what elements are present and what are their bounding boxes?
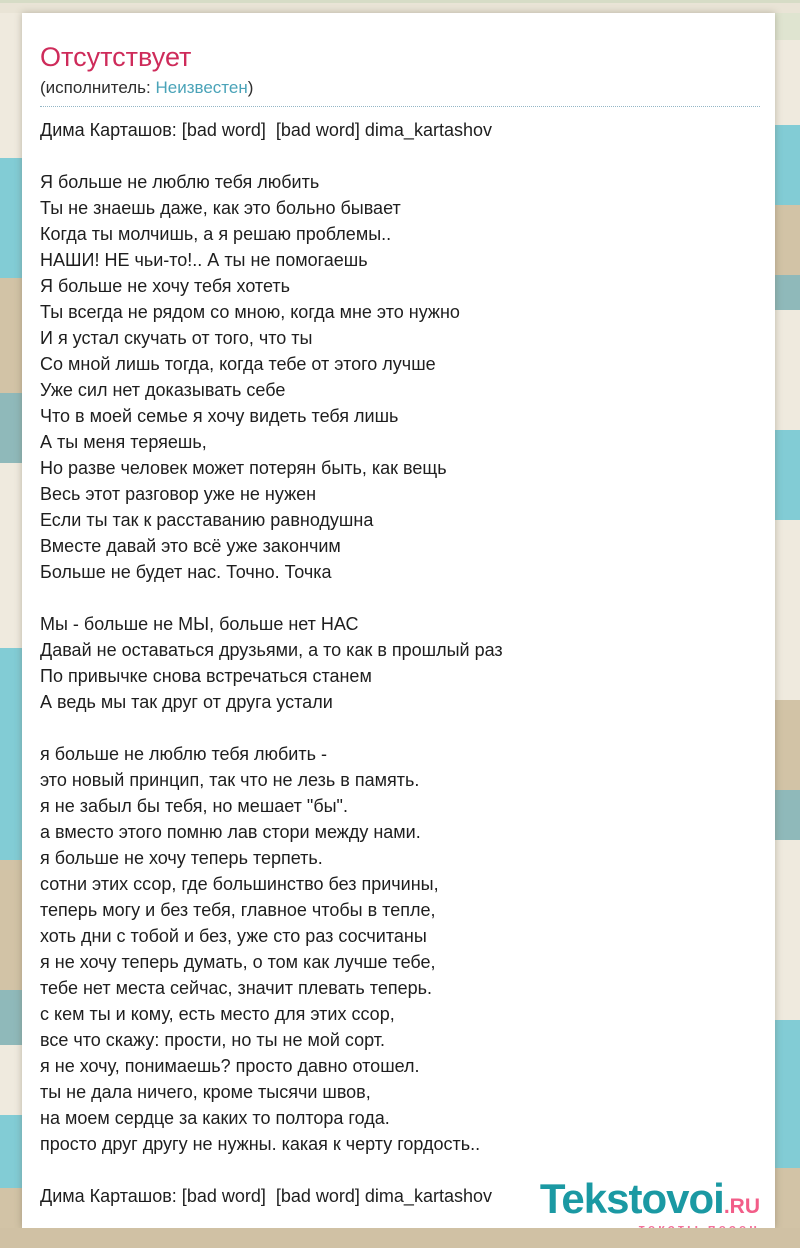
lyric-line: все что скажу: прости, но ты не мой сорт.: [40, 1030, 386, 1050]
lyric-line: теперь могу и без тебя, главное чтобы в тепле,: [40, 900, 436, 920]
lyric-line: с кем ты и кому, есть место для этих ссор,: [40, 1004, 395, 1024]
lyric-line: Со мной лишь тогда, когда тебе от этого лучше: [40, 354, 436, 374]
lyric-line: я не хочу, понимаешь? просто давно отошел.: [40, 1056, 420, 1076]
right-stripe-decoration: [775, 13, 800, 1228]
lyric-line: По привычке снова встречаться станем: [40, 666, 372, 686]
lyric-line: Дима Карташов: [bad word] [bad word] dima_kartashov: [40, 120, 492, 140]
site-logo[interactable]: [539, 1175, 760, 1235]
lyric-line: Уже сил нет доказывать себе: [40, 380, 286, 400]
lyric-line: Дима Карташов: [bad word] [bad word] dima_kartashov: [40, 1186, 492, 1206]
lyric-line: [40, 585, 760, 611]
lyric-line: я больше не люблю тебя любить -: [40, 744, 327, 764]
lyric-line: это новый принцип, так что не лезь в память.: [40, 770, 420, 790]
artist-line: [40, 77, 760, 107]
lyric-line: а вместо этого помню лав стори между нами.: [40, 822, 421, 842]
logo-wordmark: [539, 1175, 760, 1222]
lyric-line: А ты меня теряешь,: [40, 432, 207, 452]
lyrics-text: [40, 117, 760, 1209]
lyric-line: просто друг другу не нужны. какая к черту гордость..: [40, 1134, 481, 1154]
logo-brand-text: Tekstovoi: [539, 1175, 724, 1222]
lyric-line: тебе нет места сейчас, значит плевать теперь.: [40, 978, 433, 998]
artist-link[interactable]: Неизвестен: [155, 78, 248, 97]
lyric-line: ты не дала ничего, кроме тысячи швов,: [40, 1082, 371, 1102]
lyric-line: Что в моей семье я хочу видеть тебя лишь: [40, 406, 399, 426]
left-stripe-decoration: [0, 13, 22, 1228]
lyric-line: на моем сердце за каких то полтора года.: [40, 1108, 390, 1128]
lyric-line: Но разве человек может потерян быть, как вещь: [40, 458, 447, 478]
lyric-line: Вместе давай это всё уже закончим: [40, 536, 341, 556]
lyric-line: хоть дни с тобой и без, уже сто раз сосчитаны: [40, 926, 427, 946]
lyric-line: Давай не оставаться друзьями, а то как в прошлый раз: [40, 640, 503, 660]
bottom-band-decoration: [0, 1228, 800, 1248]
top-band-decoration: [0, 0, 800, 13]
lyric-line: Ты не знаешь даже, как это больно бывает: [40, 198, 401, 218]
lyric-line: Когда ты молчишь, а я решаю проблемы..: [40, 224, 392, 244]
lyric-line: Ты всегда не рядом со мною, когда мне это нужно: [40, 302, 460, 322]
lyric-line: Я больше не хочу тебя хотеть: [40, 276, 291, 296]
lyric-line: [40, 715, 760, 741]
lyric-line: Если ты так к расставанию равнодушна: [40, 510, 374, 530]
lyric-line: НАШИ! НЕ чьи-то!.. А ты не помогаешь: [40, 250, 368, 270]
artist-label-prefix: (исполнитель:: [40, 78, 156, 97]
lyric-line: я не забыл бы тебя, но мешает "бы".: [40, 796, 348, 816]
artist-label-suffix: ): [247, 78, 254, 97]
lyric-line: А ведь мы так друг от друга устали: [40, 692, 333, 712]
lyric-line: Я больше не люблю тебя любить: [40, 172, 320, 192]
lyric-line: я больше не хочу теперь терпеть.: [40, 848, 323, 868]
song-title: Отсутствует: [40, 42, 192, 72]
lyric-line: [40, 143, 760, 169]
lyric-line: я не хочу теперь думать, о том как лучше тебе,: [40, 952, 436, 972]
lyric-line: Мы - больше не МЫ, больше нет НАС: [40, 614, 359, 634]
lyric-line: И я устал скучать от того, что ты: [40, 328, 313, 348]
lyric-line: Весь этот разговор уже не нужен: [40, 484, 317, 504]
lyric-line: Больше не будет нас. Точно. Точка: [40, 562, 332, 582]
logo-tld-text: .RU: [723, 1195, 760, 1218]
lyric-line: сотни этих ссор, где большинство без причины,: [40, 874, 439, 894]
content-panel: [22, 13, 775, 1228]
